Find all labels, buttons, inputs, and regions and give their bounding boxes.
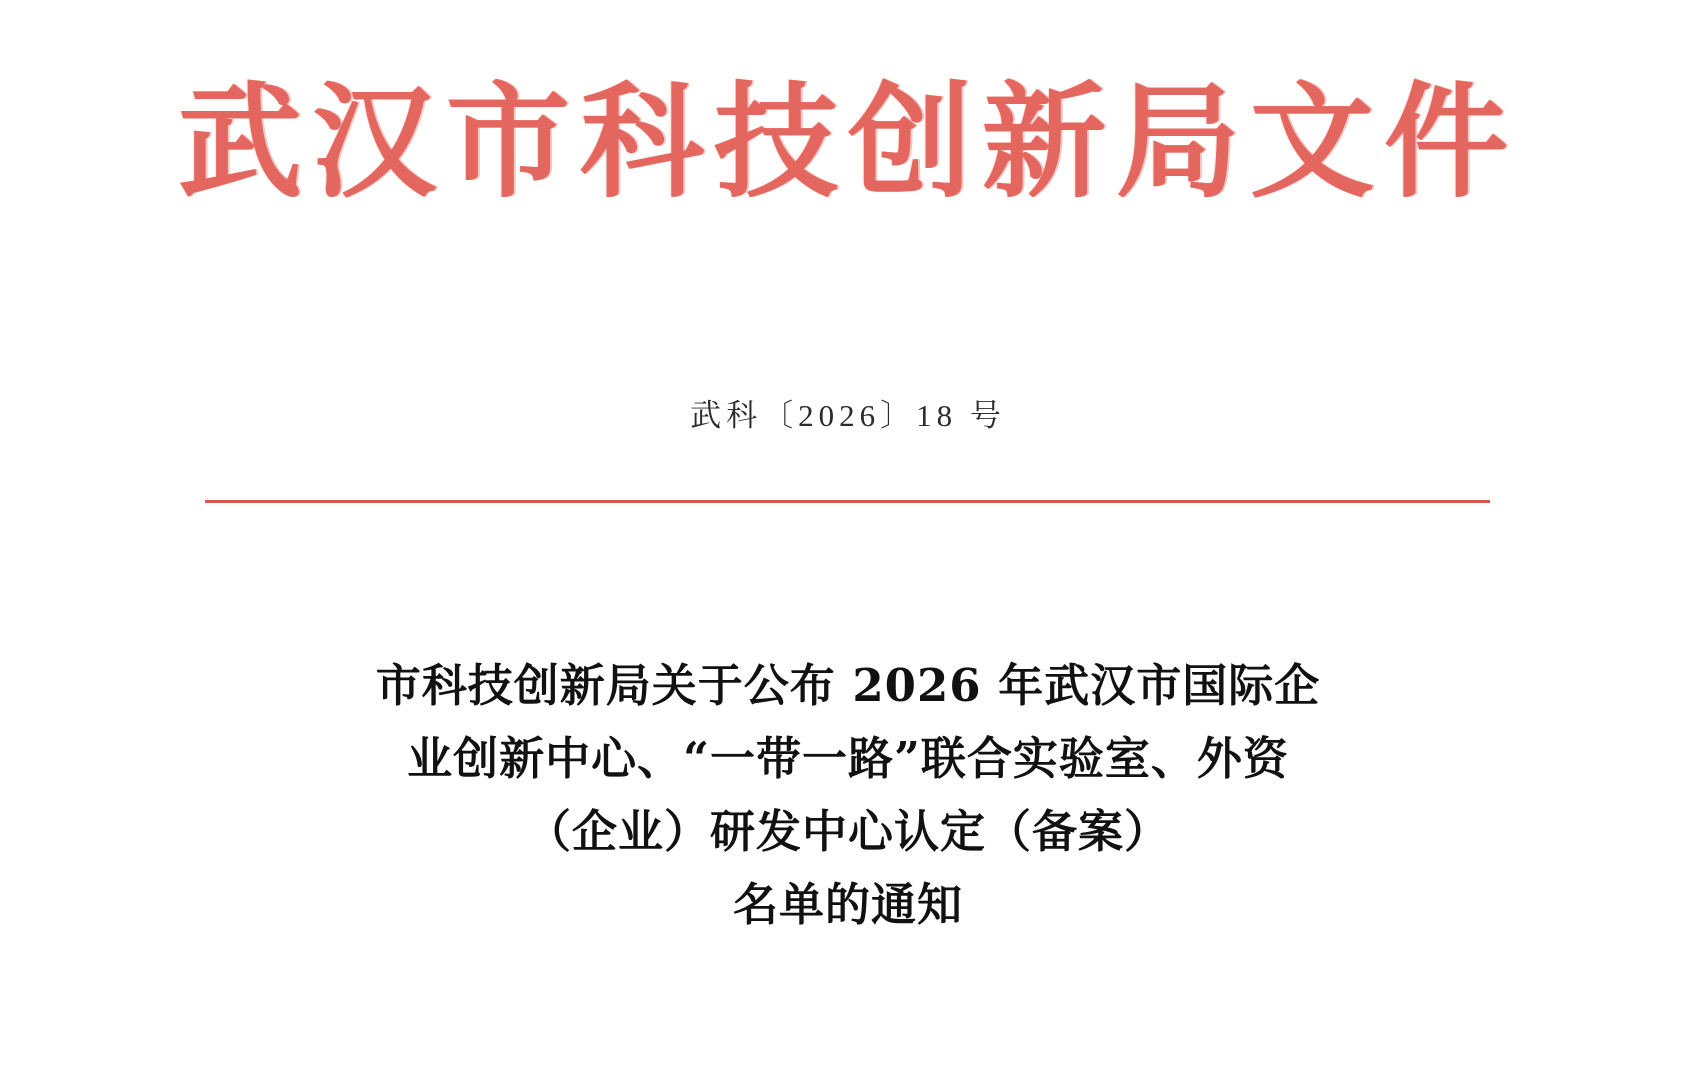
masthead xyxy=(0,70,1696,216)
document-number: 武科〔2026〕18 号 xyxy=(690,398,1006,433)
red-separator-rule xyxy=(205,500,1490,503)
document-title xyxy=(200,650,1496,942)
document-title-line-1: 市科技创新局关于公布 2026 年武汉市国际企 xyxy=(375,659,1321,712)
masthead-organization-title: 武汉市科技创新局文件 xyxy=(177,70,1518,215)
document-title-line-4: 名单的通知 xyxy=(732,877,963,931)
document-title-line-2: 业创新中心、“一带一路”联合实验室、外资 xyxy=(407,731,1289,785)
document-title-line-3: （企业）研发中心认定（备案） xyxy=(525,804,1170,858)
